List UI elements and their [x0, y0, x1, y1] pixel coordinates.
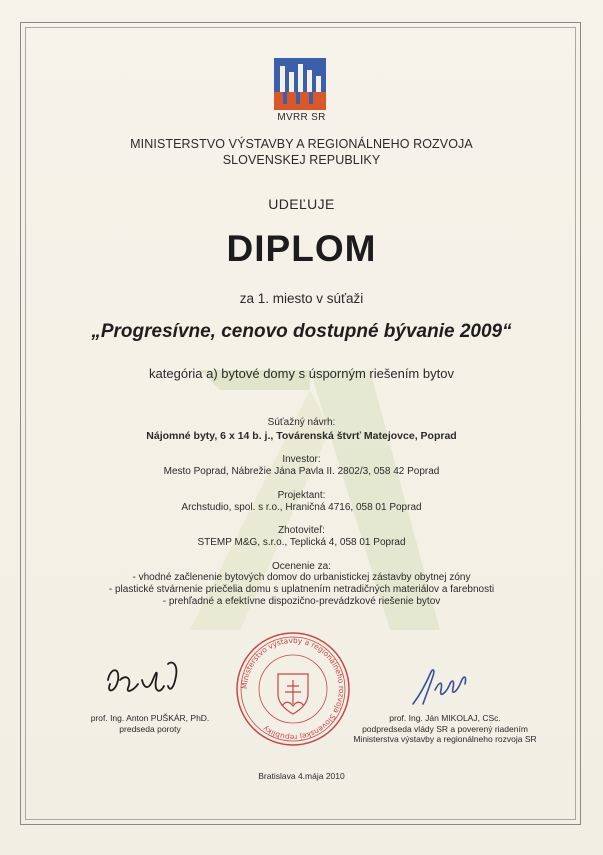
signer-right — [330, 713, 560, 745]
mvrr-logo-icon — [274, 58, 326, 110]
contractor-value: STEMP M&G, s.r.o., Teplická 4, 058 01 Poprad — [197, 537, 406, 548]
awards-heading: UDEĽUJE — [268, 196, 335, 212]
competition-name: „Progresívne, cenovo dostupné bývanie 2009“ — [91, 321, 512, 342]
signer-right-role-2: Ministerstva výstavby a regionálneho rozvoja SR — [353, 734, 537, 744]
diploma-title: DIPLOM — [226, 228, 377, 269]
investor-label: Investor: — [282, 454, 321, 465]
place-text: za 1. miesto v súťaži — [239, 291, 364, 306]
ministry-name — [0, 136, 603, 168]
issue-date: Bratislava 4.mája 2010 — [258, 771, 345, 781]
contractor-label: Zhotoviteľ: — [278, 525, 325, 536]
logo-caption: MVRR SR — [277, 112, 326, 123]
seal-text: Ministerstvo výstavby a regionálneho rozvoja Slovenskej republiky — [239, 635, 347, 743]
category-text: kategória a) bytové domy s úsporným riešením bytov — [149, 366, 454, 381]
evaluation-list — [0, 572, 603, 608]
coat-of-arms-icon — [278, 674, 308, 714]
evaluation-item: - plastické stvárnenie priečelia domu s uplatnením netradičných materiálov a farebnosti — [108, 584, 495, 595]
project-label: Súťažný návrh: — [267, 417, 336, 428]
investor-value: Mesto Poprad, Nábrežie Jána Pavla II. 2802/3, 058 42 Poprad — [163, 466, 440, 477]
signer-right-role-1: podpredseda vlády SR a poverený riadením — [362, 723, 528, 734]
evaluation-label: Ocenenie za: — [272, 561, 331, 572]
architect-label: Projektant: — [277, 490, 326, 501]
signer-left-name: prof. Ing. Anton PUŠKÁR, PhD. — [90, 713, 210, 723]
evaluation-item: - vhodné začlenenie bytových domov do urbanistickej zástavby obytnej zóny — [132, 572, 471, 583]
evaluation-item: - prehľadné a efektívne dispozično-prevádzkové riešenie bytov — [162, 596, 441, 607]
ministry-line-2: SLOVENSKEJ REPUBLIKY — [222, 153, 381, 167]
signature-left — [98, 650, 188, 710]
signer-left-role: predseda poroty — [119, 723, 181, 734]
signer-right-name: prof. Ing. Ján MIKOLAJ, CSc. — [389, 713, 501, 723]
signature-right — [405, 660, 485, 710]
project-value: Nájomné byty, 6 x 14 b. j., Továrenská štvrť Matejovce, Poprad — [146, 430, 457, 442]
signer-left — [40, 713, 260, 734]
architect-value: Archstudio, spol. s r.o., Hraničná 4716, 058 01 Poprad — [181, 502, 422, 513]
ministry-line-1: MINISTERSTVO VÝSTAVBY A REGIONÁLNEHO ROZVOJA — [130, 137, 473, 151]
